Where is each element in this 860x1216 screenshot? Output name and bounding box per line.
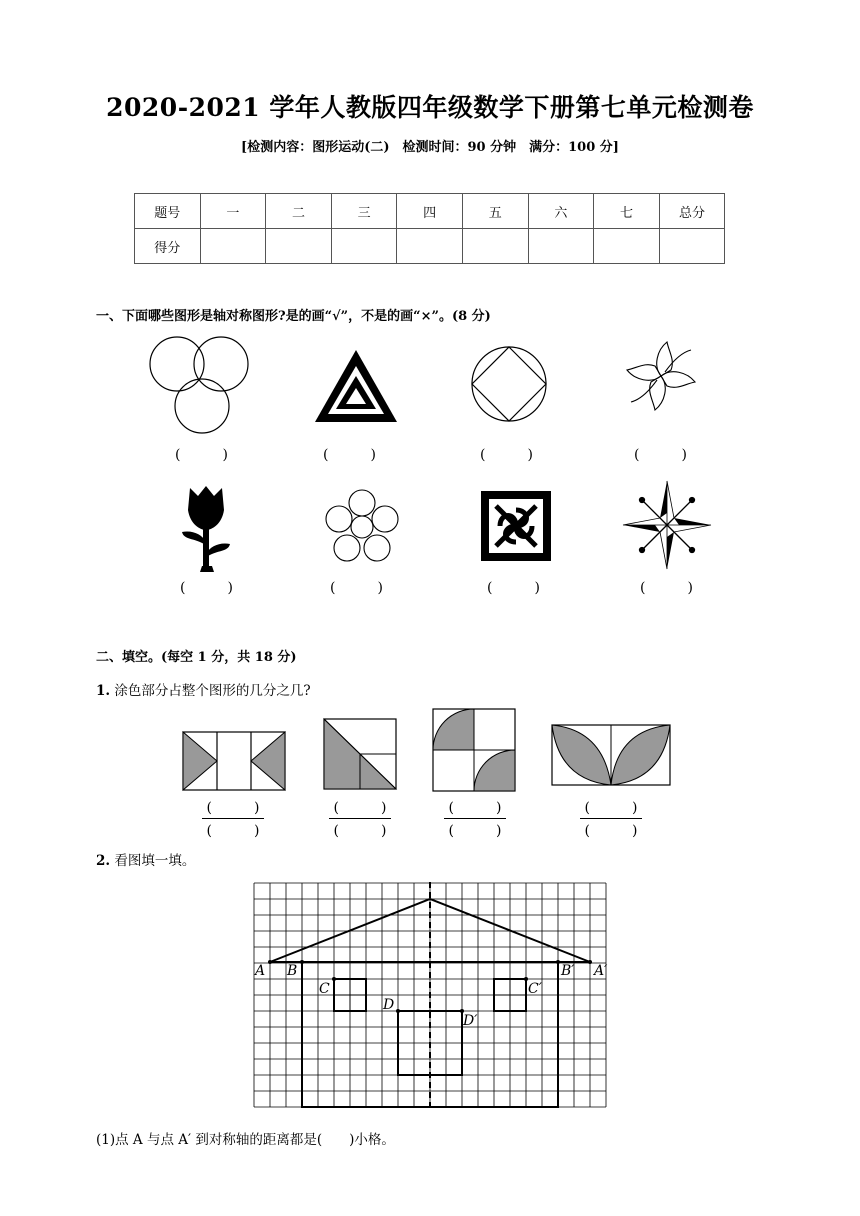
answer-blank[interactable]: ( ) [330,580,383,596]
section2-heading: 二、填空。(每空 1 分，共 18 分) [96,650,297,665]
table-cell: 得分 [135,229,201,264]
score-input-cell[interactable] [397,229,463,264]
compass-star-figure [622,480,712,570]
fraction-answer[interactable] [327,797,393,840]
fraction-answer[interactable] [442,797,508,840]
page-subtitle: [检测内容：图形运动(二) 检测时间：90 分钟 满分：100 分] [241,140,619,155]
score-input-cell[interactable] [266,229,332,264]
table-cell: 四 [397,194,463,229]
question-number: 2. [96,853,111,869]
question-1 [96,679,311,699]
table-cell: 五 [462,194,528,229]
numerator-blank[interactable]: ( ) [206,800,260,816]
answer-blank[interactable]: ( ) [640,580,693,596]
fraction-answer[interactable] [200,797,266,840]
score-table [134,193,725,264]
point-label-b-prime: B′ [561,963,575,979]
score-input-cell[interactable] [659,229,725,264]
question-2-part-1: (1)点 A 与点 A′ 到对称轴的距离都是( )小格。 [96,1132,395,1148]
answer-blank[interactable]: ( ) [487,580,540,596]
table-cell: 二 [266,194,332,229]
shaded-square-triangles-figure [323,718,397,790]
point-label-d: D [383,997,395,1013]
score-input-cell[interactable] [528,229,594,264]
point-label-b: B [287,963,298,979]
denominator-blank[interactable]: ( ) [584,823,638,839]
point-label-d-prime: D′ [463,1013,478,1029]
nested-triangle-figure [313,348,399,424]
table-cell: 题号 [135,194,201,229]
point-label-a: A [255,963,266,979]
house-grid-figure [253,882,609,1110]
fraction-answer[interactable] [578,797,644,840]
numerator-blank[interactable]: ( ) [584,800,638,816]
shaded-quarter-circles-figure [432,708,516,792]
page-title: 2020-2021 学年人教版四年级数学下册第七单元检测卷 [106,93,754,122]
score-input-cell[interactable] [462,229,528,264]
numerator-blank[interactable]: ( ) [448,800,502,816]
circle-square-figure [470,345,548,423]
table-cell: 总分 [659,194,725,229]
celtic-knot-figure [480,490,552,562]
score-input-cell[interactable] [200,229,266,264]
answer-blank[interactable]: ( ) [175,447,228,463]
table-cell: 三 [331,194,397,229]
fraction-bar [444,818,506,819]
question-2 [96,849,195,869]
section1-heading: 一、下面哪些图形是轴对称图形?是的画“√”，不是的画“×”。(8 分) [96,309,491,324]
point-label-a-prime: A′ [594,963,608,979]
answer-blank[interactable]: ( ) [180,580,233,596]
table-cell: 六 [528,194,594,229]
answer-blank[interactable]: ( ) [480,447,533,463]
point-label-c: C [319,981,330,997]
denominator-blank[interactable]: ( ) [448,823,502,839]
point-label-c-prime: C′ [528,981,542,997]
five-circles-figure [322,488,402,566]
denominator-blank[interactable]: ( ) [206,823,260,839]
score-table-header-row [135,194,725,229]
fraction-bar [580,818,642,819]
fraction-bar [202,818,264,819]
question-text: 看图填一填。 [114,853,196,869]
question-text: 涂色部分占整个图形的几分之几? [114,683,311,699]
three-circles-figure [148,334,254,436]
question-number: 1. [96,683,111,699]
score-input-cell[interactable] [331,229,397,264]
score-table-score-row [135,229,725,264]
table-cell: 一 [200,194,266,229]
answer-blank[interactable]: ( ) [323,447,376,463]
tulip-figure [180,484,232,576]
shaded-rect-triangles-figure [182,731,286,791]
fraction-bar [329,818,391,819]
score-input-cell[interactable] [594,229,660,264]
numerator-blank[interactable]: ( ) [333,800,387,816]
answer-blank[interactable]: ( ) [634,447,687,463]
shaded-leaves-figure [551,724,671,786]
flower-pinwheel-figure [620,337,702,415]
denominator-blank[interactable]: ( ) [333,823,387,839]
table-cell: 七 [594,194,660,229]
